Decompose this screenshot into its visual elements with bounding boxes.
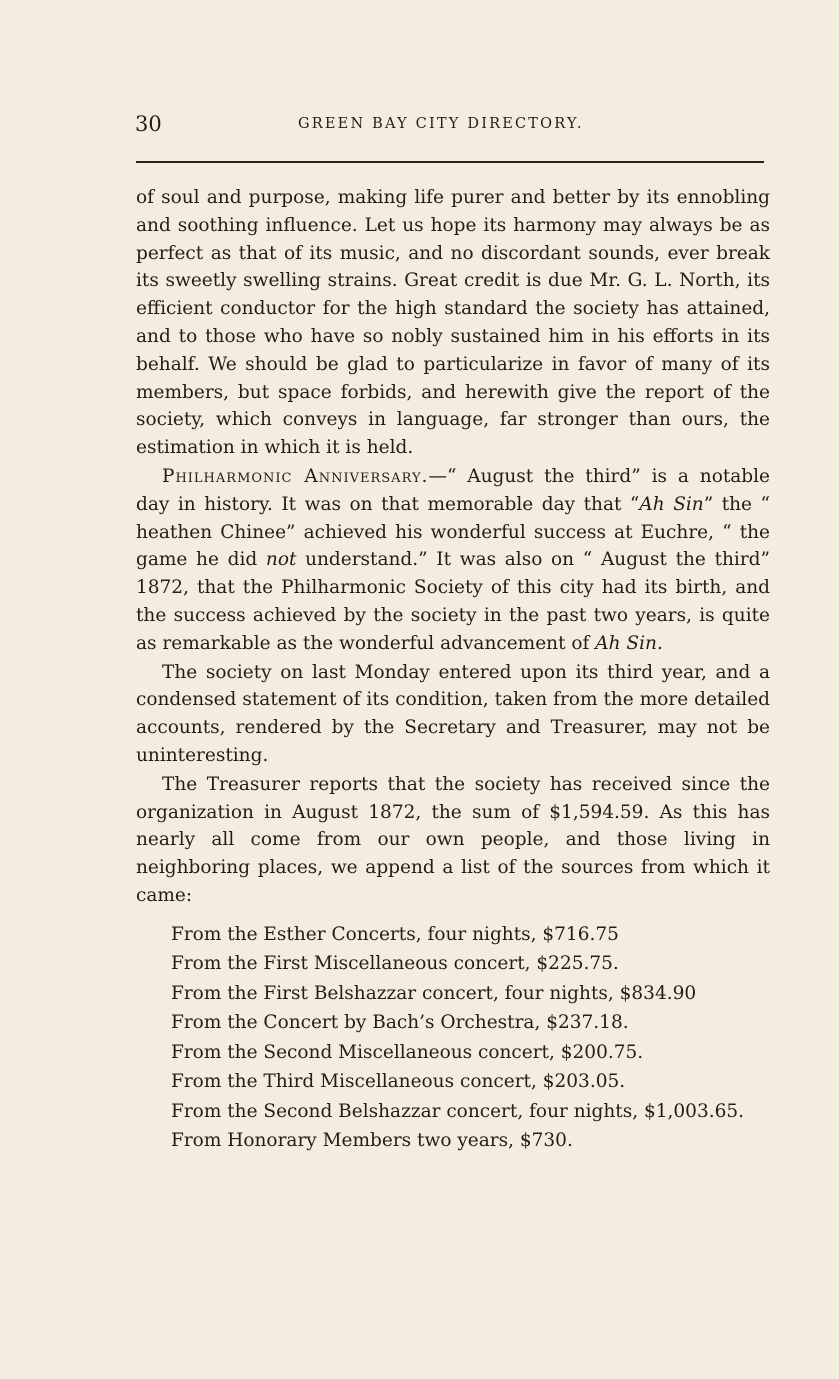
list-item: From Honorary Members two years, $730.: [171, 1130, 573, 1152]
list-item: From the First Miscellaneous concert, $225.75.: [171, 953, 619, 975]
list-item: From the Esther Concerts, four nights, $716.75: [171, 923, 619, 945]
list-item: From the Third Miscellaneous concert, $203.05.: [171, 1071, 626, 1093]
page-number: 30: [135, 112, 162, 136]
page-header: [135, 112, 770, 142]
header-rule: [136, 161, 764, 163]
not-italic: not: [265, 549, 297, 571]
list-item: From the Second Belshazzar concert, four nights, $1,003.65.: [171, 1100, 745, 1122]
paragraph-continued: of soul and purpose, making life purer and better by its ennobling and soothing influence. Let us hope its harmony may always be as perfect as that of its music, and no discordant sounds, ever break its sweetly swelling strains. Great credit is due Mr. G. L. North, its efficient conductor for the high standard the society has attained, and to those who have so nobly sustained him in his efforts in its behalf. We should be glad to particularize in favor of many of its members, but space forbids, and herewith give the report of the society, which conveys in language, far stronger than ours, the estimation in which it is held.: [136, 187, 770, 459]
list-item: From the Concert by Bach’s Orchestra, $237.18.: [171, 1012, 629, 1034]
ah-sin-italic: Ah Sin: [639, 493, 704, 515]
list-item: From the First Belshazzar concert, four nights, $834.90: [171, 982, 697, 1004]
paragraph-third-year: The society on last Monday entered upon its third year, and a condensed statement of its condition, taken from the more detailed accounts, rendered by the Secretary and Treasurer, may not be uninteresting.: [136, 661, 770, 766]
paragraph-treasurer: The Treasurer reports that the society has received since the organization in August 1872, the sum of $1,594.59. As this has nearly all come from our own people, and those living in neighboring places, we append a list of the sources from which it came:: [136, 773, 770, 906]
section-heading: Philharmonic Anniversary.: [162, 465, 429, 487]
ah-sin-italic-2: Ah Sin.: [595, 632, 663, 654]
paragraph-philharmonic-anniversary: Philharmonic Anniversary.—“ August the third” is a notable day in history. It was on that memorable day that “Ah Sin” the “ heathen Chinee” achieved his wonderful success at Euchre, “ the game he did not understand.” It was also on “ August the third” 1872, that the Philharmonic Society of this city had its birth, and the success achieved by the society in the past two years, is quite as remarkable as the wonderful advancement of Ah Sin.: [136, 465, 770, 654]
list-item: From the Second Miscellaneous concert, $200.75.: [171, 1041, 644, 1063]
page-body: [136, 184, 770, 1156]
sources-list: [136, 920, 770, 1156]
running-head: GREEN BAY CITY DIRECTORY.: [298, 116, 584, 132]
